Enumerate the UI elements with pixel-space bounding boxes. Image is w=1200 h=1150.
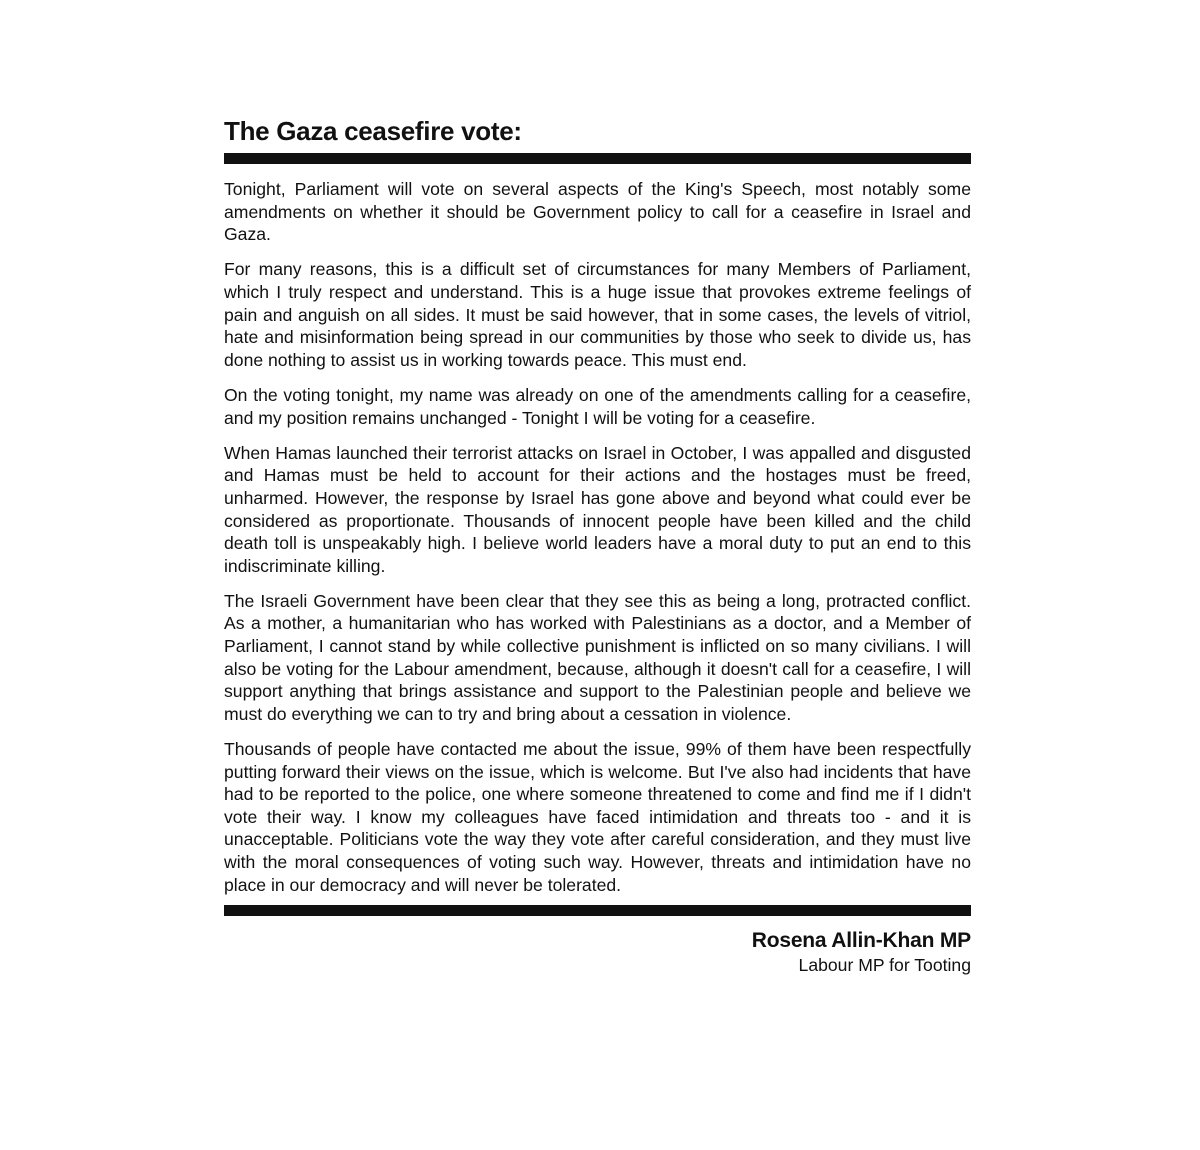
signature-name: Rosena Allin-Khan MP [751,929,971,953]
signature-role: Labour MP for Tooting [798,955,971,976]
paragraph-1: Tonight, Parliament will vote on several aspects of the King's Speech, most notably some amendments on whether it should be Government policy to call for a ceasefire in Israel and Gaza. [224,179,971,245]
document-title: The Gaza ceasefire vote: [224,116,522,146]
signature-block [224,928,971,976]
paragraph-6: Thousands of people have contacted me about the issue, 99% of them have been respectfully putting forward their views on the issue, which is welcome. But I've also had incidents that have had to be reported to the police, one where someone threatened to come and find me if I didn't vote their way. I know my colleagues have faced intimidation and threats too - and it is unacceptable. Politicians vote the way they vote after careful consideration, and they must live with the moral consequences of voting such way. However, threats and intimidation have no place in our democracy and will never be tolerated. [224,739,971,895]
paragraph-3: On the voting tonight, my name was already on one of the amendments calling for a ceasefire, and my position remains unchanged - Tonight I will be voting for a ceasefire. [224,384,971,428]
statement-body [224,178,971,896]
bottom-divider [224,905,971,916]
top-divider [224,153,971,164]
statement-document [224,112,971,976]
paragraph-2: For many reasons, this is a difficult set of circumstances for many Members of Parliament, which I truly respect and understand. This is a huge issue that provokes extreme feelings of pain and anguish on all sides. It must be said however, that in some cases, the levels of vitriol, hate and misinformation being spread in our communities by those who seek to divide us, has done nothing to assist us in working towards peace. This must end. [224,259,971,370]
paragraph-4: When Hamas launched their terrorist attacks on Israel in October, I was appalled and disgusted and Hamas must be held to account for their actions and the hostages must be freed, unharmed. However, the response by Israel has gone above and beyond what could ever be considered as proportionate. Thousands of innocent people have been killed and the child death toll is unspeakably high. I believe world leaders have a moral duty to put an end to this indiscriminate killing. [224,442,971,576]
paragraph-5: The Israeli Government have been clear that they see this as being a long, protracted conflict. As a mother, a humanitarian who has worked with Palestinians as a doctor, and a Member of Parliament, I cannot stand by while collective punishment is inflicted on so many civilians. I will also be voting for the Labour amendment, because, although it doesn't call for a ceasefire, I will support anything that brings assistance and support to the Palestinian people and believe we must do everything we can to try and bring about a cessation in violence. [224,590,971,724]
